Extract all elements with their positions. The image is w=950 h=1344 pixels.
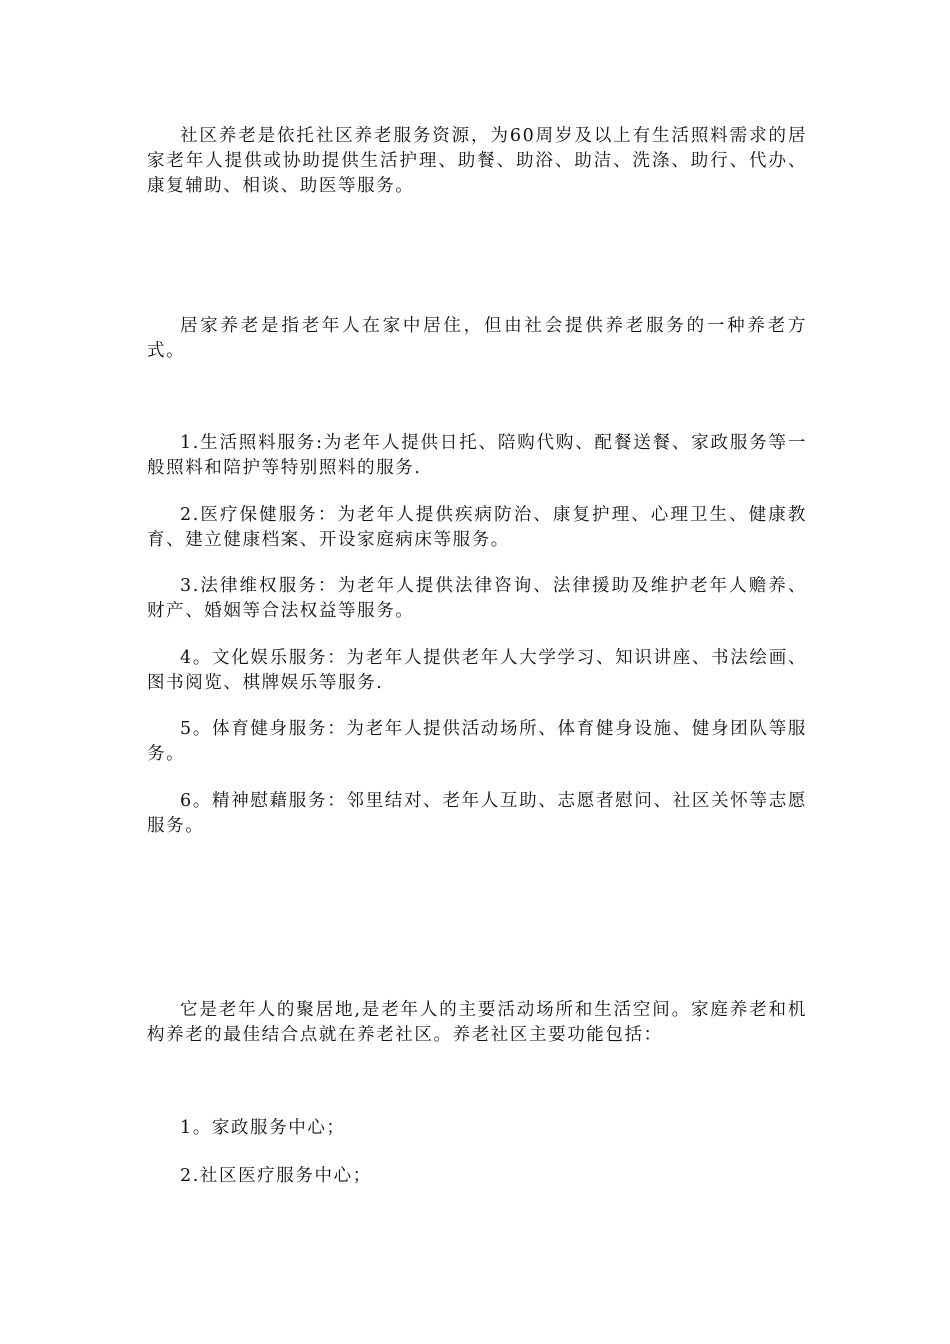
service-item-legal-rights: 3.法律维权服务：为老年人提供法律咨询、法律援助及维护老年人赡养、财产、婚姻等合法权益等服务。 [147,576,807,621]
elder-community-paragraph: 它是老年人的聚居地,是老年人的主要活动场所和生活空间。家庭养老和机构养老的最佳结合点就在养老社区。养老社区主要功能包括： [147,1000,807,1045]
community-care-paragraph: 社区养老是依托社区养老服务资源，为60周岁及以上有生活照料需求的居家老年人提供或协助提供生活护理、助餐、助浴、助洁、洗涤、助行、代办、康复辅助、相谈、助医等服务。 [147,126,807,196]
function-item-housekeeping-center: 1。家政服务中心； [180,1118,346,1138]
service-item-spiritual-comfort: 6。精神慰藉服务：邻里结对、老年人互助、志愿者慰问、社区关怀等志愿服务。 [147,791,807,836]
function-item-medical-center: 2.社区医疗服务中心； [180,1166,372,1186]
service-item-sports-fitness: 5。体育健身服务：为老年人提供活动场所、体育健身设施、健身团队等服务。 [147,719,807,764]
home-care-paragraph: 居家养老是指老年人在家中居住，但由社会提供养老服务的一种养老方式。 [147,316,807,361]
service-item-culture-entertainment: 4。文化娱乐服务：为老年人提供老年人大学学习、知识讲座、书法绘画、图书阅览、棋牌娱乐等服务. [147,648,807,693]
service-item-daily-care: 1.生活照料服务:为老年人提供日托、陪购代购、配餐送餐、家政服务等一般照料和陪护等特别照料的服务. [147,433,807,478]
service-item-medical-care: 2.医疗保健服务：为老年人提供疾病防治、康复护理、心理卫生、健康教育、建立健康档案、开设家庭病床等服务。 [147,505,807,550]
